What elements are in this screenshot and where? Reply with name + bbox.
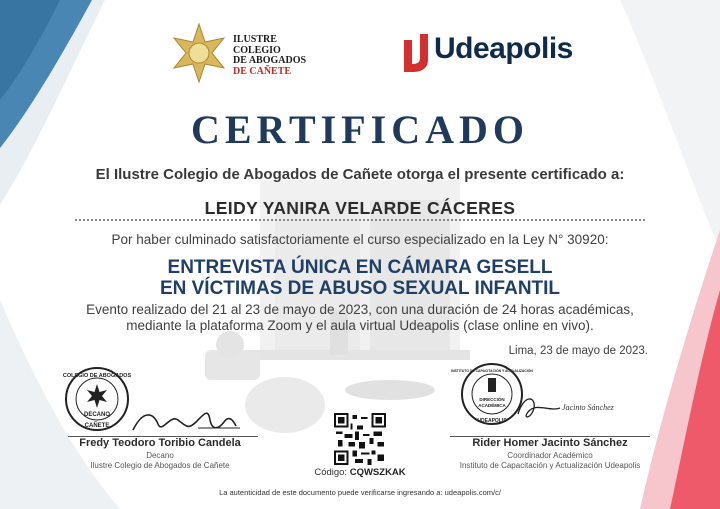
- event-line-2: mediante la plataforma Zoom y el aula virtual Udeapolis (clase online en vivo).: [126, 317, 594, 333]
- verification-footer: La autenticidad de este documento puede verificarse ingresando a: udeapolis.com/c/: [219, 488, 501, 497]
- event-line-1: Evento realizado del 21 al 23 de mayo de 2023, con una duración de 24 horas académicas,: [86, 302, 634, 317]
- seal-right-center-1: DIRECCIÓN: [479, 397, 505, 402]
- seal-right-center-2: ACADÉMICA: [478, 403, 506, 408]
- certificate-title: CERTIFICADO: [190, 107, 530, 152]
- seal-left-center: DECANO: [83, 412, 111, 418]
- place-date: Lima, 23 de mayo de 2023.: [508, 345, 648, 357]
- seal-right-bottom: UDEAPOLIS: [477, 418, 507, 424]
- signature-right: [510, 386, 620, 426]
- course-title: [0, 257, 720, 299]
- signature-left: [128, 400, 248, 440]
- colegio-abogados-wordmark: [233, 35, 306, 77]
- signer-right-role: Coordinador Académico: [507, 451, 593, 460]
- course-title-line-2: EN VÍCTIMAS DE ABUSO SEXUAL INFANTIL: [159, 278, 561, 299]
- name-dotted-line: [75, 219, 645, 221]
- udeapolis-wordmark: Udeapolis: [434, 32, 573, 65]
- signer-left-role: Decano: [146, 451, 174, 460]
- signer-right-org: Instituto de Capacitación y Actualización Udeapolis: [459, 461, 641, 470]
- cac-line-3: DE ABOGADOS: [233, 55, 307, 66]
- seal-right-ring: INSTITUTO DE CAPACITACIÓN Y ACTUALIZACIÓN: [451, 369, 533, 373]
- recipient-name: LEIDY YANIRA VELARDE CÁCERES: [204, 198, 516, 218]
- signature-right-text: Jacinto Sánchez: [562, 403, 614, 412]
- verification-qr-code[interactable]: [334, 413, 386, 465]
- signer-left-org: Ilustre Colegio de Abogados de Cañete: [90, 461, 230, 470]
- event-details: [0, 302, 720, 333]
- code-label: Código:: [314, 467, 348, 478]
- cac-line-city: DE CAÑETE: [233, 65, 292, 77]
- colegio-abogados-star-logo: [168, 22, 230, 84]
- completion-reason: Por haber culminado satisfactoriamente el curso especializado en la Ley N° 30920:: [111, 232, 609, 247]
- decano-seal-stamp: [64, 366, 130, 432]
- signer-right-name: Rider Homer Jacinto Sánchez: [472, 437, 628, 449]
- signer-left-name: Fredy Teodoro Toribio Candela: [79, 437, 241, 449]
- grants-statement: El Ilustre Colegio de Abogados de Cañete otorga el presente certificado a:: [95, 166, 625, 183]
- code-value: CQWSZKAK: [349, 467, 406, 478]
- right-decorative-waves: [580, 0, 720, 509]
- cac-line-1: ILUSTRE: [233, 34, 277, 45]
- cac-line-2: COLEGIO: [233, 44, 281, 56]
- seal-left-ring: COLEGIO DE ABOGADOS: [62, 373, 132, 379]
- course-title-line-1: ENTREVISTA ÚNICA EN CÁMARA GESELL: [167, 257, 553, 278]
- seal-left-bottom: CAÑETE: [84, 423, 110, 429]
- verification-code: [290, 467, 430, 478]
